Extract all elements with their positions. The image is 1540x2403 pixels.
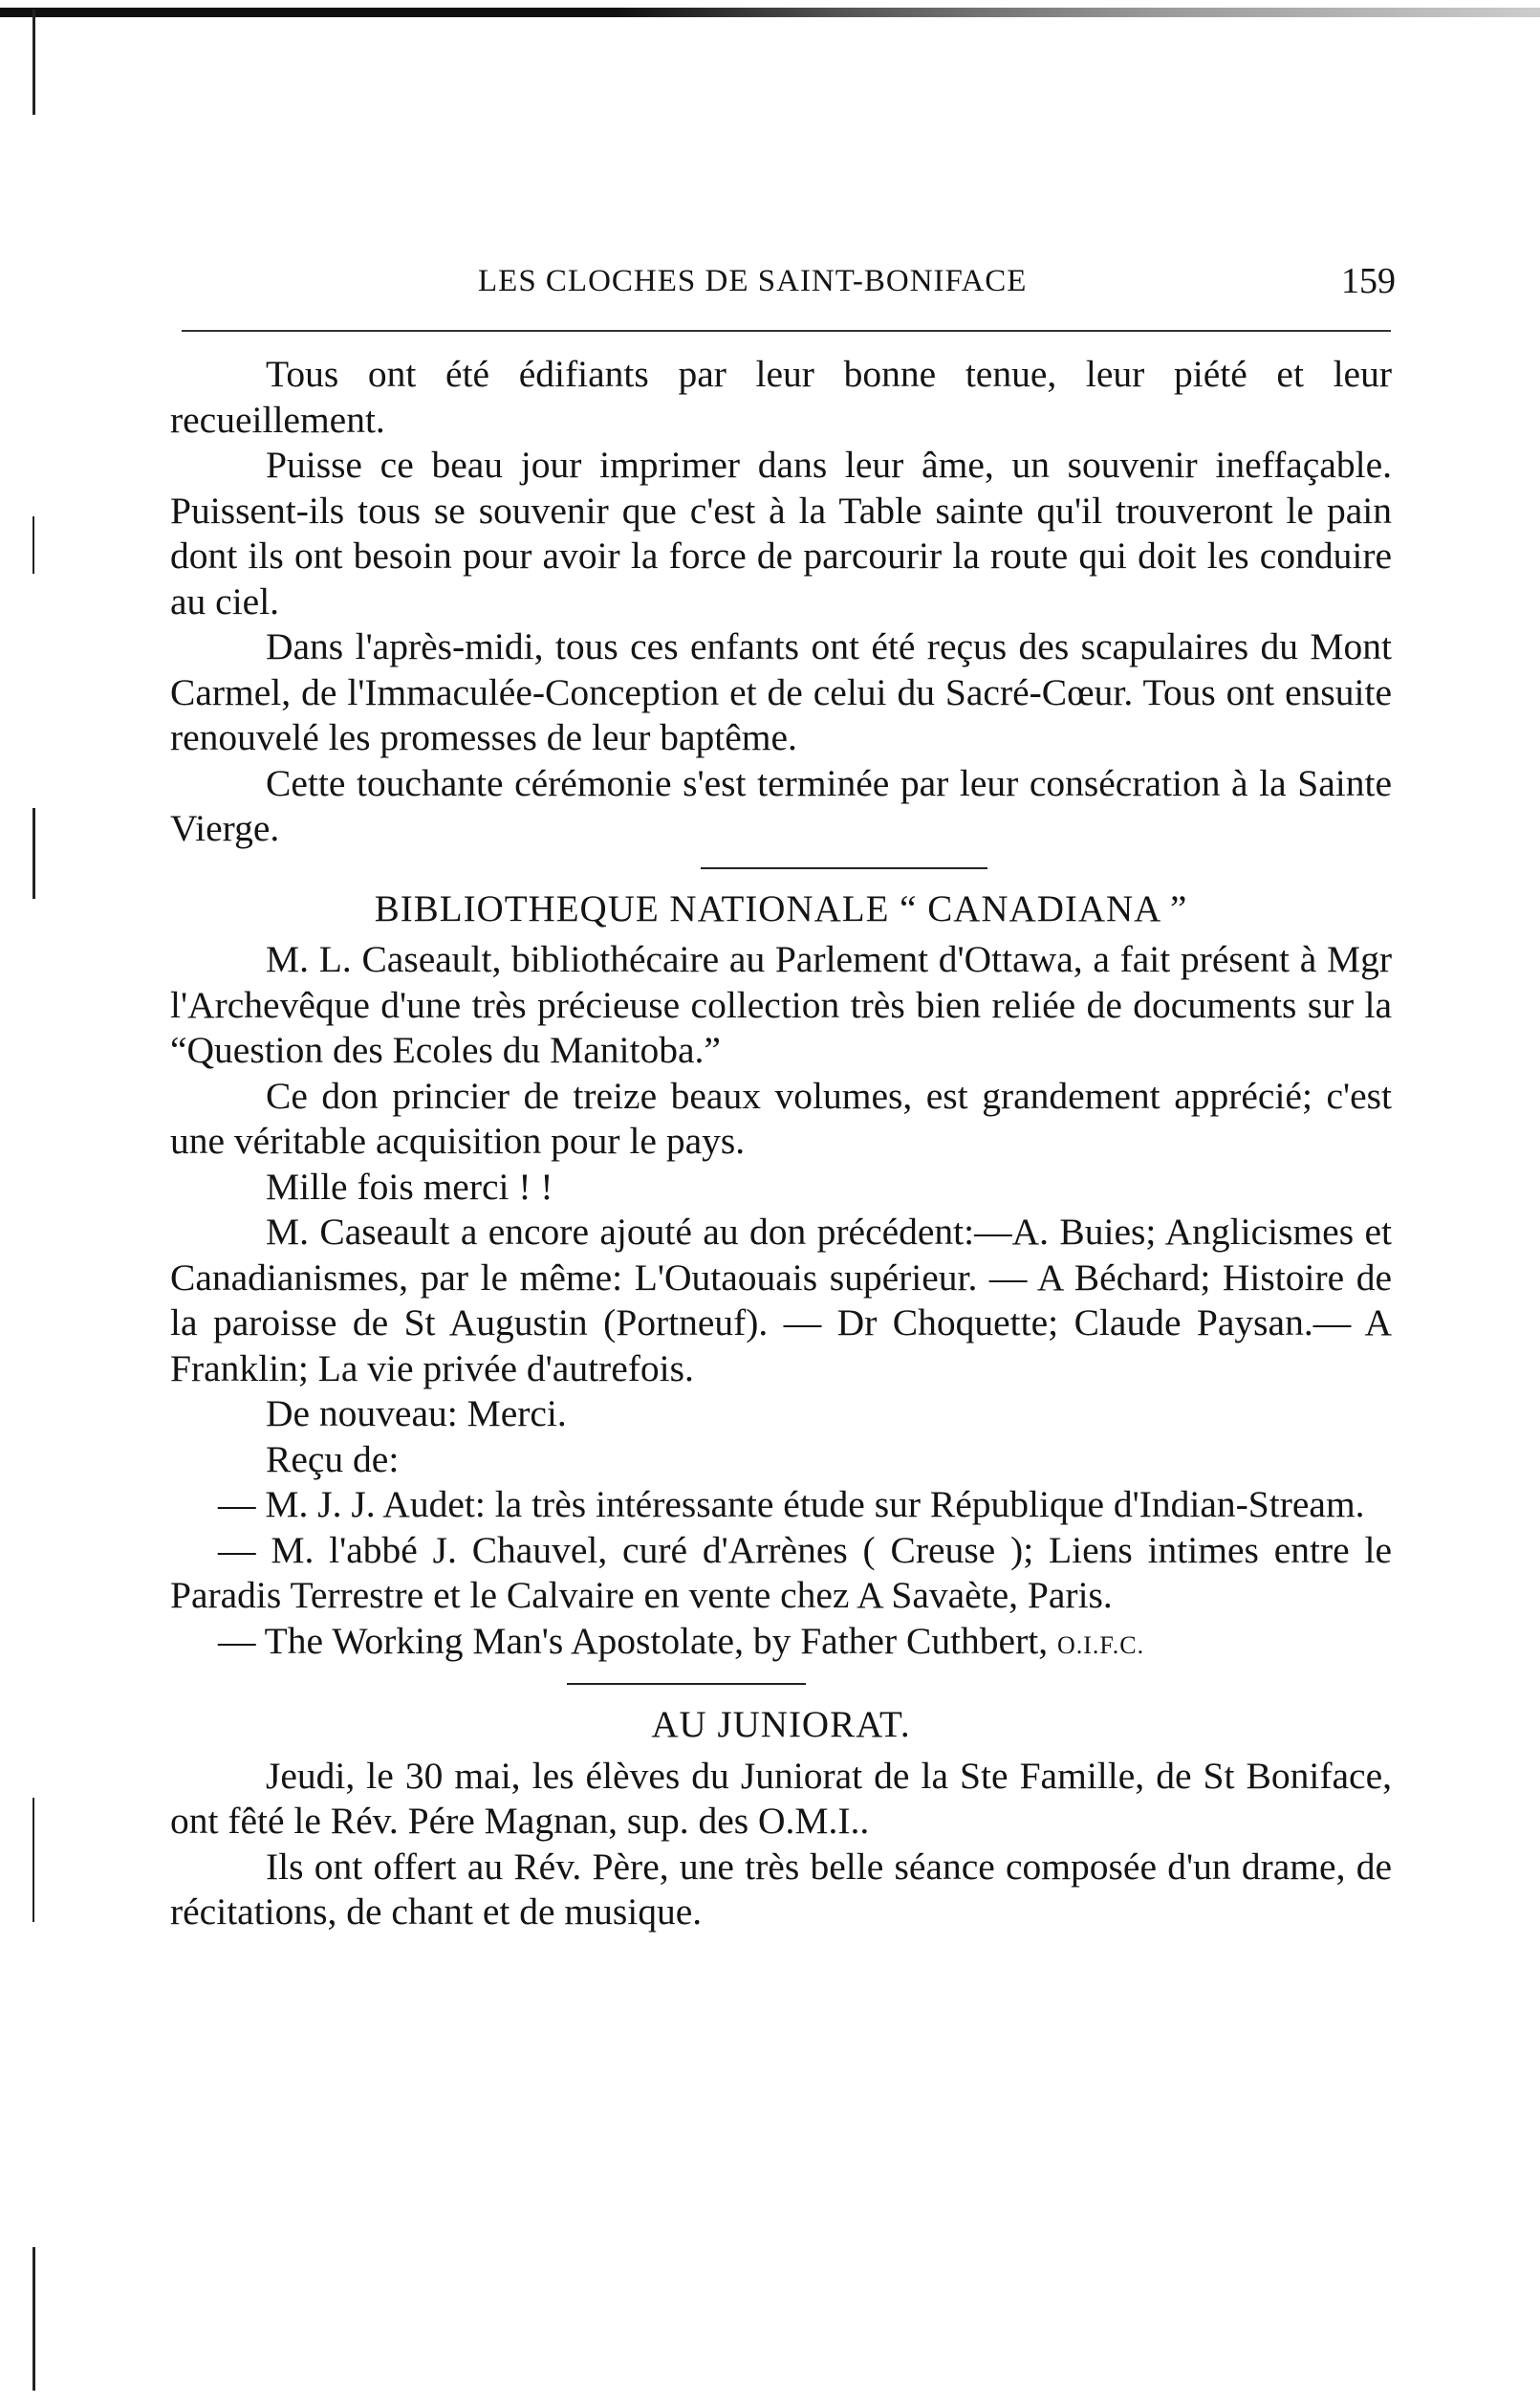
body-paragraph: De nouveau: Merci. [266, 1392, 567, 1434]
list-item: — M. l'abbé J. Chauvel, curé d'Arrènes ( Creuse ); Liens intimes entre le Paradis Terrestre et le Calvaire en vente chez A Savaète, Paris. [170, 1528, 1392, 1616]
section-separator [567, 1683, 806, 1685]
page-body [170, 352, 1392, 1935]
body-paragraph: Ce don princier de treize beaux volumes, est grandement apprécié; c'est une véritable acquisition pour le pays. [170, 1074, 1392, 1162]
section-title-bibliotheque: BIBLIOTHEQUE NATIONALE “ CANADIANA ” [374, 887, 1188, 929]
body-paragraph: M. L. Caseault, bibliothécaire au Parlement d'Ottawa, a fait présent à Mgr l'Archevêque d'une très précieuse collection très bien reliée de documents sur la “Question des Ecoles du Manitoba.” [170, 938, 1392, 1071]
list-item-text: — The Working Man's Apostolate, by Father Cuthbert, [218, 1619, 1049, 1662]
header-rule [182, 330, 1391, 332]
list-item [170, 1619, 1392, 1669]
body-paragraph: Cette touchante cérémonie s'est terminée par leur consécration à la Sainte Vierge. [170, 761, 1392, 849]
top-edge-rule [0, 8, 1540, 17]
body-paragraph: Tous ont été édifiants par leur bonne tenue, leur piété et leur recueillement. [170, 353, 1392, 441]
body-paragraph: Dans l'après-midi, tous ces enfants ont été reçus des scapulaires du Mont Carmel, de l'Immaculée-Conception et de celui du Sacré-Cœur. Tous ont ensuite renouvelé les promesses de leur baptême. [170, 625, 1392, 758]
page-number: 159 [1341, 261, 1396, 301]
body-paragraph: Reçu de: [266, 1437, 400, 1480]
left-margin-mark [33, 516, 34, 574]
section-separator [701, 867, 987, 869]
body-paragraph: Puisse ce beau jour imprimer dans leur âme, un souvenir ineffaçable. Puissent-ils tous se souvenir que c'est à la Table sainte qu'il trouveront le pain dont ils ont besoin pour avoir la force de parcourir la route qui doit les conduire au ciel. [170, 444, 1392, 623]
running-title: LES CLOCHES DE SAINT-BONIFACE [478, 264, 1028, 298]
body-paragraph: Jeudi, le 30 mai, les élèves du Juniorat de la Ste Famille, de St Boniface, ont fêté le Rév. Pére Magnan, sup. des O.M.I.. [170, 1754, 1392, 1842]
left-margin-mark [33, 808, 35, 899]
religious-order-abbreviation: O.I.F.C. [1056, 1630, 1145, 1659]
list-item: — M. J. J. Audet: la très intéressante étude sur République d'Indian-Stream. [218, 1483, 1365, 1525]
page-header [468, 260, 1396, 308]
section-title-juniorat: AU JUNIORAT. [651, 1704, 911, 1745]
body-paragraph: M. Caseault a encore ajouté au don précédent:—A. Buies; Anglicismes et Canadianismes, par le même: L'Outaouais supérieur. — A Béchard; Histoire de la paroisse de St Augustin (Portneuf). — Dr Choquette; Claude Paysan.— A Franklin; La vie privée d'autrefois. [170, 1211, 1392, 1389]
left-margin-mark [33, 2247, 35, 2391]
body-paragraph: Mille fois merci ! ! [266, 1165, 553, 1208]
body-paragraph: Ils ont offert au Rév. Père, une très belle séance composée d'un drame, de récitations, de chant et de musique. [170, 1845, 1392, 1933]
left-margin-mark [33, 10, 35, 115]
left-margin-mark [33, 1798, 34, 1922]
